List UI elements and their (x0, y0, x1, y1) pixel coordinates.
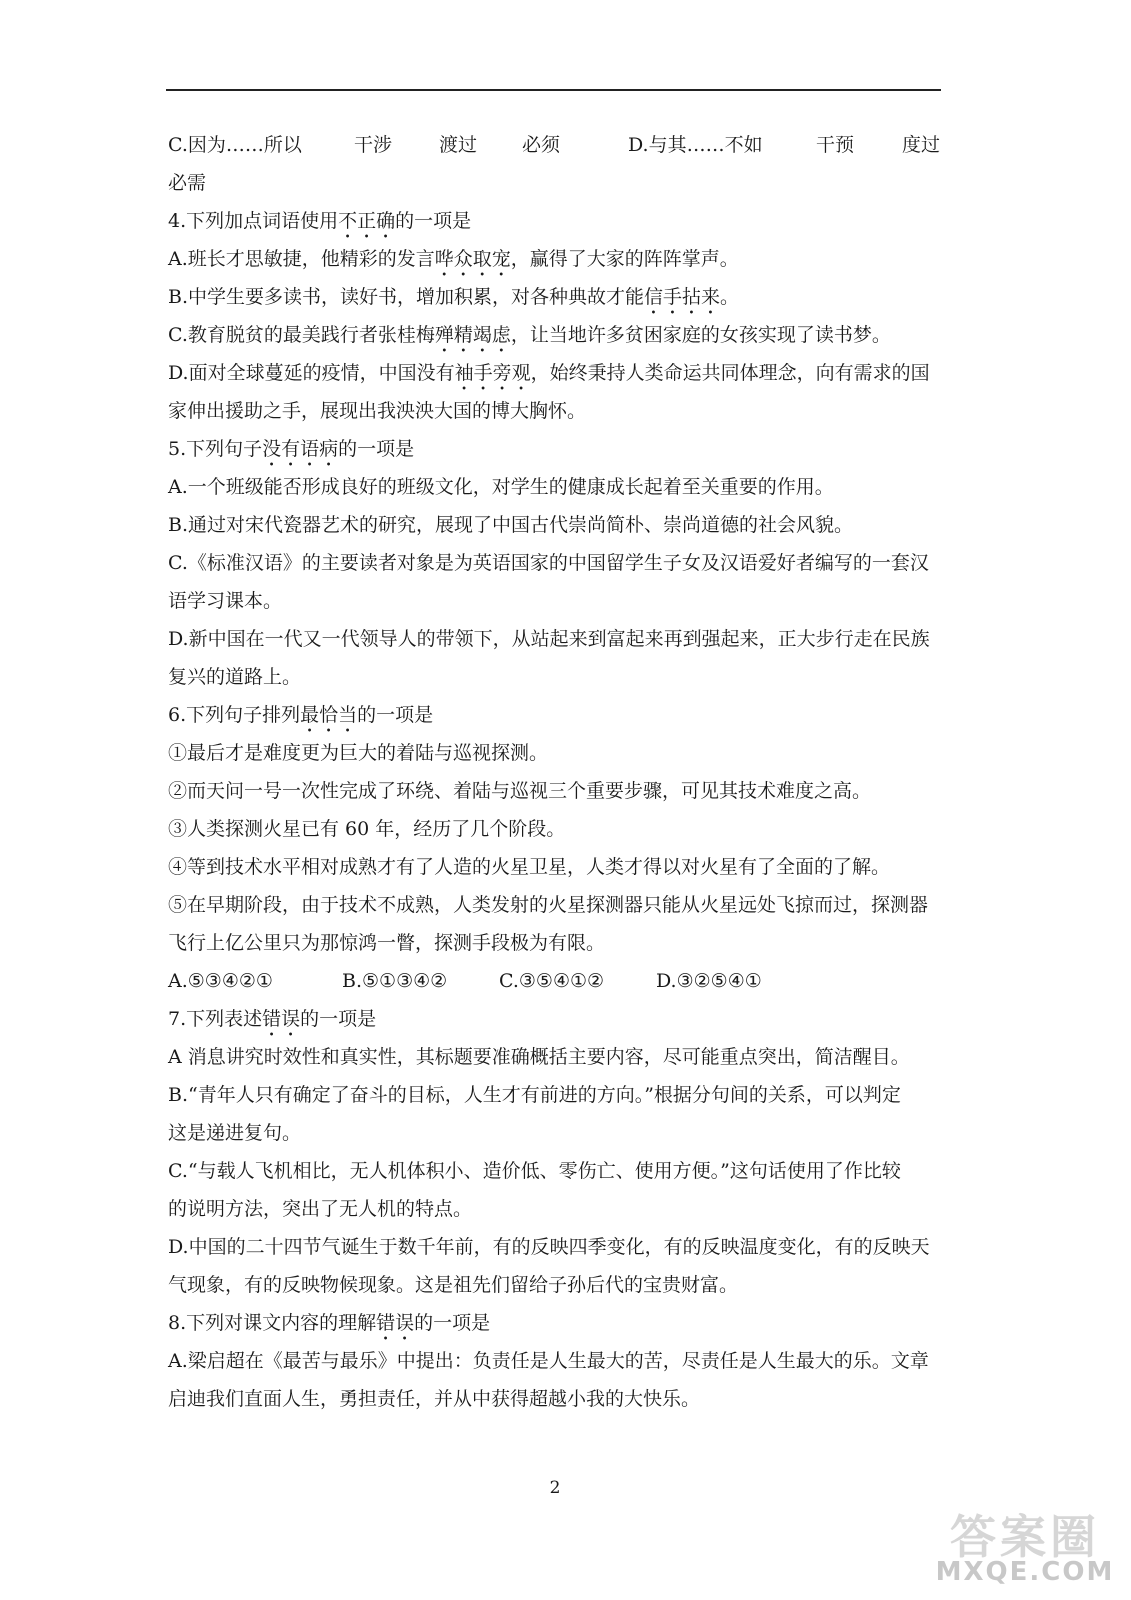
emphasis-dots: 不正确 (338, 210, 396, 232)
q4-option-d-cont: 家伸出援助之手，展现出我泱泱大国的博大胸怀。 (168, 400, 587, 422)
q3-option-d-word2: 度过 (902, 134, 941, 156)
q6-sentence-1: ①最后才是难度更为巨大的着陆与巡视探测。 (168, 742, 549, 764)
q7-option-b-cont: 这是递进复句。 (168, 1122, 302, 1144)
q4-stem: 4.下列加点词语使用不正确的一项是 (168, 210, 472, 232)
q6-stem: 6.下列句子排列最恰当的一项是 (168, 704, 434, 726)
q4-option-c: C.教育脱贫的最美践行者张桂梅殚精竭虑，让当地许多贫困家庭的女孩实现了读书梦。 (168, 324, 891, 346)
emphasis-dots: 错误 (262, 1008, 301, 1030)
q4-option-a: A.班长才思敏捷，他精彩的发言哗众取宠，赢得了大家的阵阵掌声。 (168, 248, 739, 270)
q6-sentence-4: ④等到技术水平相对成熟才有了人造的火星卫星，人类才得以对火星有了全面的了解。 (168, 856, 891, 878)
watermark-site-text: MXQE.COM (935, 1557, 1115, 1587)
q3-option-d-word3: 必需 (168, 172, 207, 194)
q5-option-d: D.新中国在一代又一代领导人的带领下，从站起来到富起来再到强起来，正大步行走在民族 (168, 628, 930, 650)
q3-options-line (168, 126, 942, 164)
emphasis-dots: 错误 (376, 1312, 415, 1334)
q6-sentence-5: ⑤在早期阶段，由于技术不成熟，人类发射的火星探测器只能从火星远处飞掠而过，探测器 (168, 894, 929, 916)
q5-option-c: C.《标准汉语》的主要读者对象是为英语国家的中国留学生子女及汉语爱好者编写的一套汉 (168, 552, 929, 574)
q4-option-b: B.中学生要多读书，读好书，增加积累，对各种典故才能信手拈来。 (168, 286, 740, 308)
q7-option-c-cont: 的说明方法，突出了无人机的特点。 (168, 1198, 473, 1220)
q3-option-d-word1: 干预 (816, 134, 855, 156)
q6-sentence-2: ②而天问一号一次性完成了环绕、着陆与巡视三个重要步骤，可见其技术难度之高。 (168, 780, 872, 802)
dotted-word: 袖手旁观 (454, 362, 531, 384)
dotted-word: 信手拈来 (644, 286, 721, 308)
q5-option-c-cont: 语学习课本。 (168, 590, 283, 612)
q7-option-c: C.“与载人飞机相比，无人机体积小、造价低、零伤亡、使用方便。”这句话使用了作比较 (168, 1160, 901, 1182)
q7-option-d: D.中国的二十四节气诞生于数千年前，有的反映四季变化，有的反映温度变化，有的反映天 (168, 1236, 930, 1258)
watermark-logo (935, 1495, 1115, 1595)
q8-stem: 8.下列对课文内容的理解错误的一项是 (168, 1312, 491, 1334)
q3-option-d: D.与其……不如 (628, 134, 763, 156)
page-number: 2 (549, 1478, 561, 1498)
q6-sentence-5-cont: 飞行上亿公里只为那惊鸿一瞥，探测手段极为有限。 (168, 932, 606, 954)
dotted-word: 哗众取宠 (434, 248, 511, 270)
q6-option-a: A.⑤③④②① (168, 970, 273, 992)
header-rule (166, 89, 941, 91)
q5-option-a: A.一个班级能否形成良好的班级文化，对学生的健康成长起着至关重要的作用。 (168, 476, 834, 498)
q6-option-d: D.③②⑤④① (656, 970, 762, 992)
q7-option-b: B.“青年人只有确定了奋斗的目标，人生才有前进的方向。”根据分句间的关系，可以判定 (168, 1084, 901, 1106)
q8-option-a-cont: 启迪我们直面人生，勇担责任，并从中获得超越小我的大快乐。 (168, 1388, 701, 1410)
watermark-logo-text: 答案圈 (950, 1510, 1100, 1564)
q6-option-c: C.③⑤④①② (499, 970, 605, 992)
emphasis-dots: 最恰当 (300, 704, 358, 726)
q7-stem: 7.下列表述错误的一项是 (168, 1008, 377, 1030)
q3-option-c-word3: 必须 (522, 134, 561, 156)
q5-stem: 5.下列句子没有语病的一项是 (168, 438, 415, 460)
q7-option-a: A 消息讲究时效性和真实性，其标题要准确概括主要内容，尽可能重点突出，简洁醒目。 (168, 1046, 910, 1068)
q8-option-a: A.梁启超在《最苦与最乐》中提出：负责任是人生最大的苦，尽责任是人生最大的乐。文章 (168, 1350, 929, 1372)
exam-page-content (168, 126, 942, 1418)
q5-option-b: B.通过对宋代瓷器艺术的研究，展现了中国古代崇尚简朴、崇尚道德的社会风貌。 (168, 514, 854, 536)
q3-option-c-word2: 渡过 (439, 134, 478, 156)
q6-sentence-3: ③人类探测火星已有 60 年，经历了几个阶段。 (168, 818, 566, 840)
emphasis-dots: 没有语病 (262, 438, 339, 460)
q5-option-d-cont: 复兴的道路上。 (168, 666, 302, 688)
q6-options (168, 962, 942, 1000)
q3-option-c: C.因为……所以 (168, 134, 302, 156)
q4-option-d: D.面对全球蔓延的疫情，中国没有袖手旁观，始终秉持人类命运共同体理念，向有需求的国 (168, 362, 930, 384)
dotted-word: 殚精竭虑 (434, 324, 511, 346)
q7-option-d-cont: 气现象，有的反映物候现象。这是祖先们留给子孙后代的宝贵财富。 (168, 1274, 739, 1296)
q6-option-b: B.⑤①③④② (342, 970, 448, 992)
q3-option-c-word1: 干涉 (354, 134, 393, 156)
